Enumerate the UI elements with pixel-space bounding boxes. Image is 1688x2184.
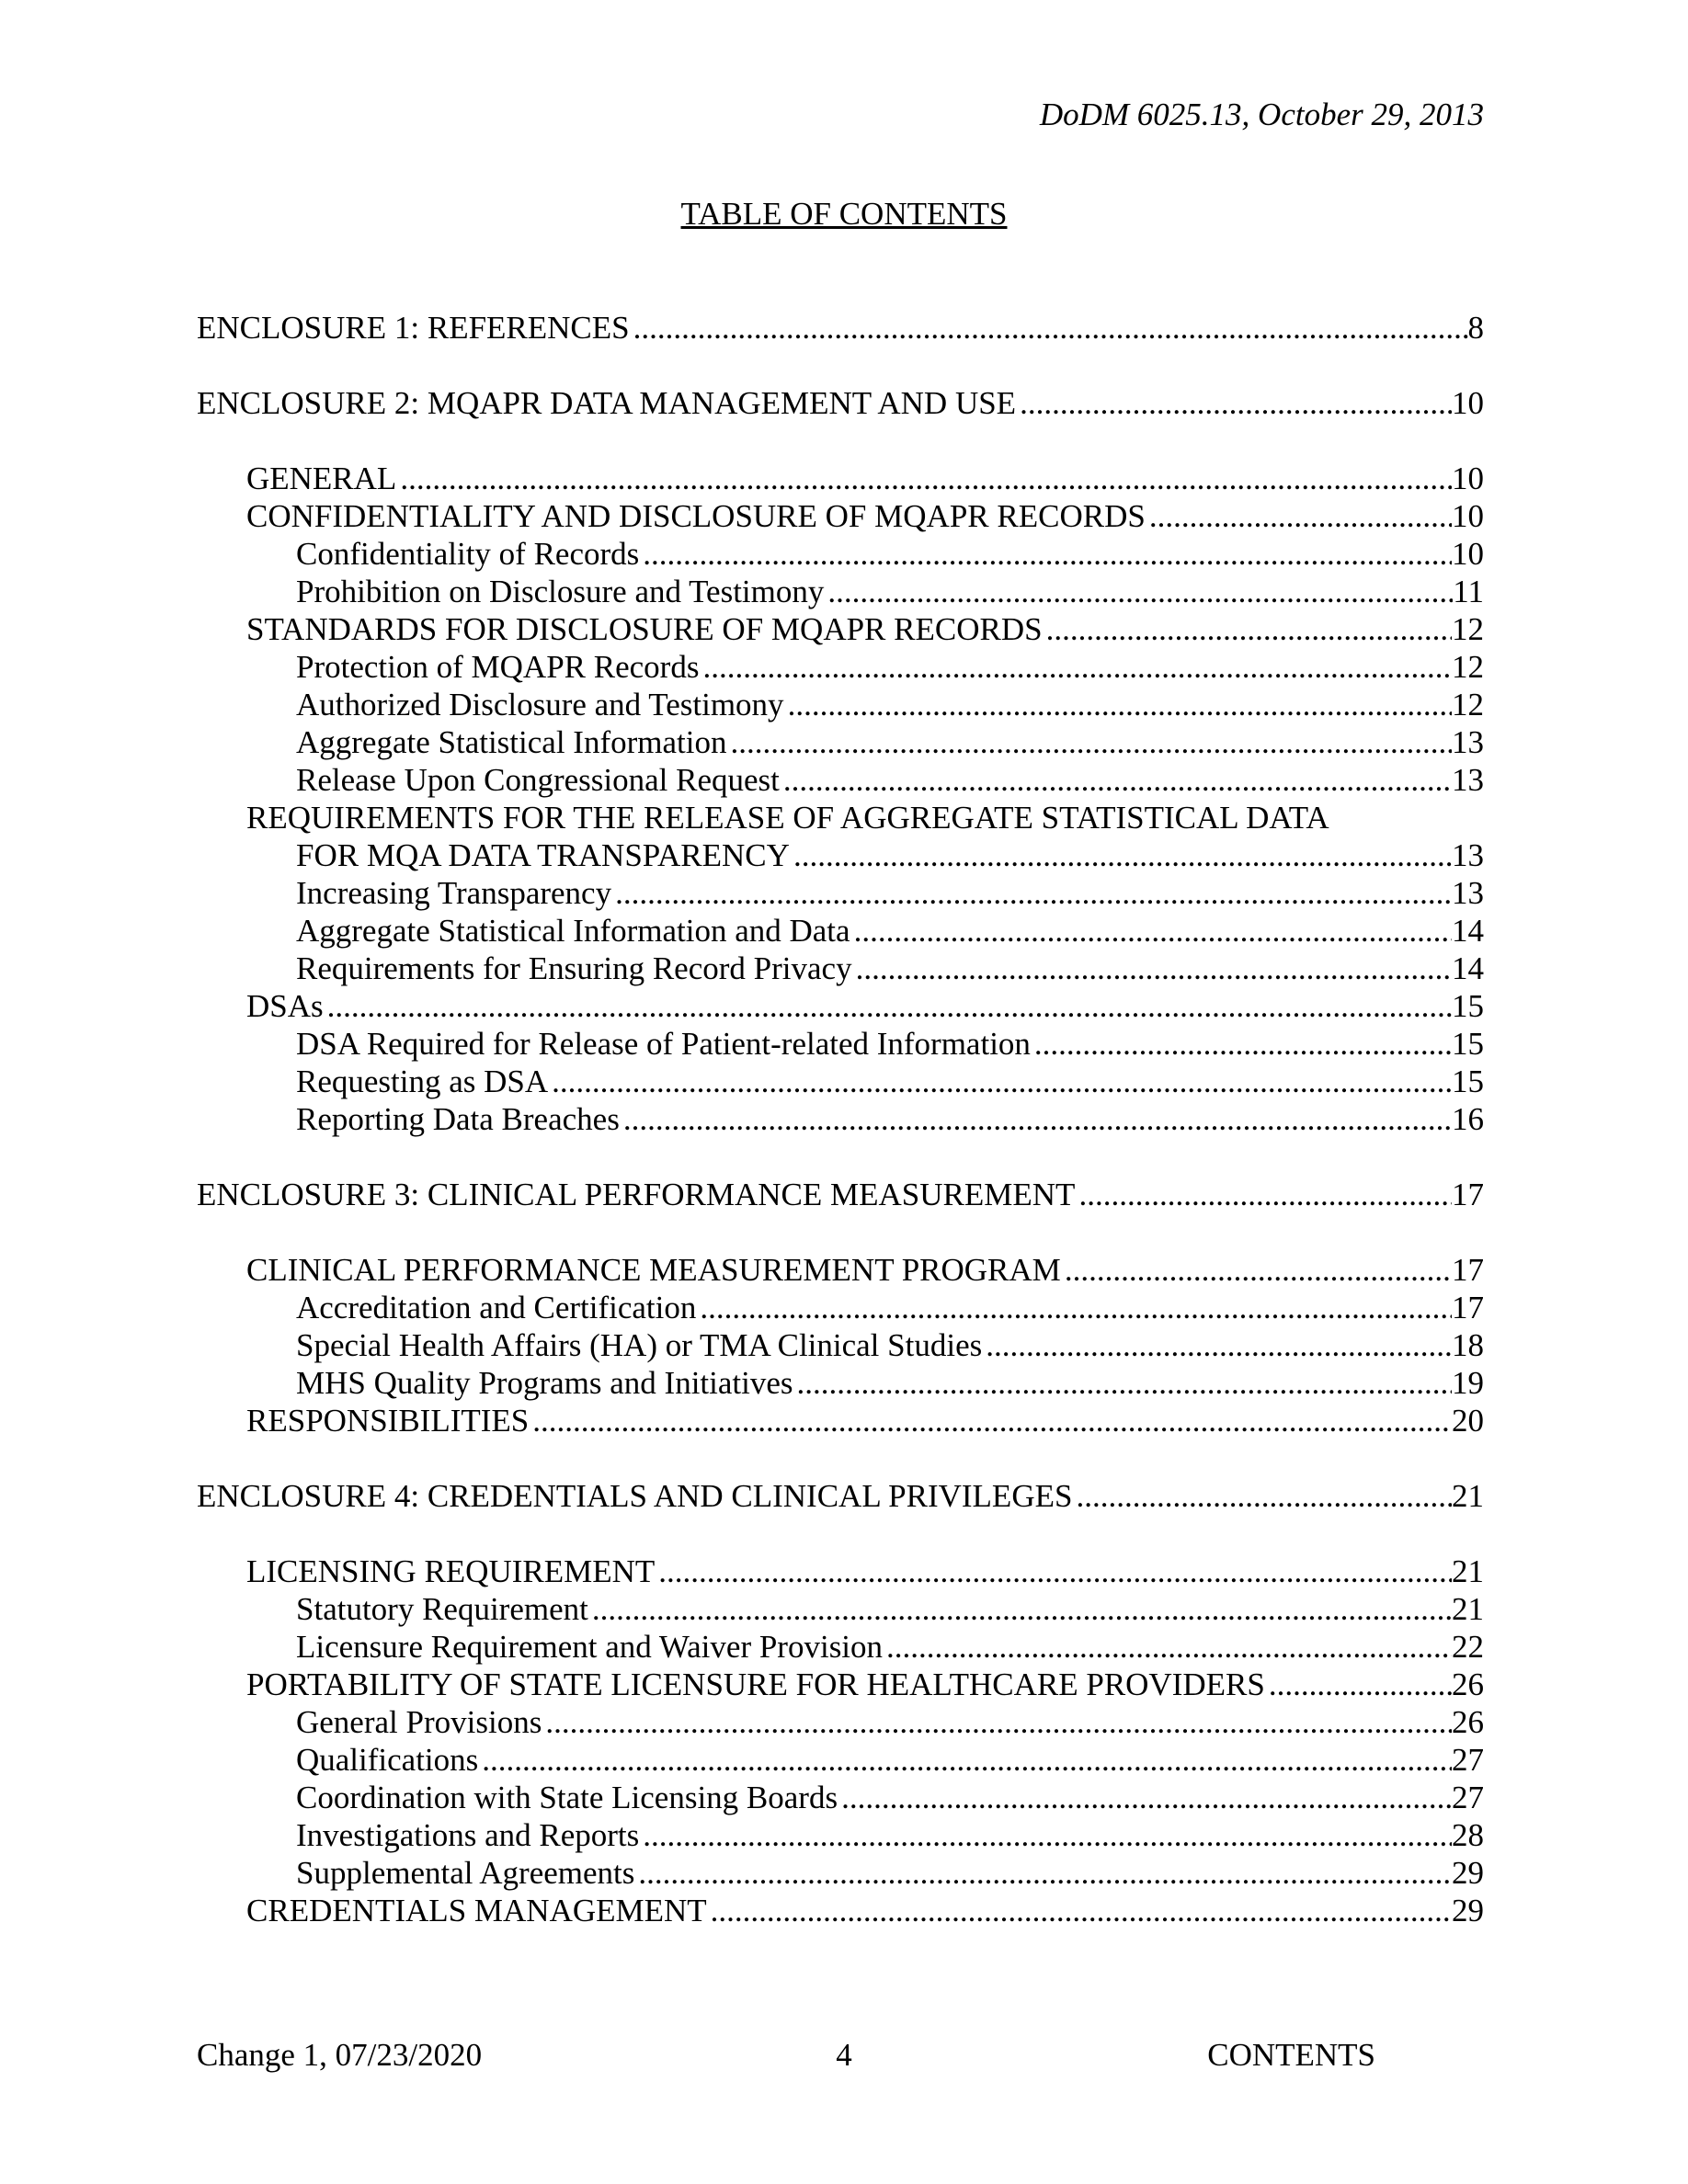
- toc-entry-label: Statutory Requirement: [296, 1591, 588, 1627]
- toc-leader-dots: [1046, 610, 1452, 648]
- toc-entry-label: GENERAL: [246, 461, 397, 496]
- toc-leader-dots: [1065, 1251, 1452, 1289]
- toc-entry-page: 17: [1452, 1252, 1484, 1288]
- toc-entry-page: 21: [1452, 1553, 1484, 1589]
- toc-entry-label: CONFIDENTIALITY AND DISCLOSURE OF MQAPR RECORDS: [246, 498, 1146, 534]
- toc-entry-page: 27: [1452, 1742, 1484, 1778]
- toc-entry[interactable]: [197, 309, 1484, 347]
- toc-leader-dots: [1034, 1025, 1452, 1063]
- toc-leader-dots: [711, 1892, 1452, 1929]
- toc-entry[interactable]: [197, 1176, 1484, 1213]
- toc-entry[interactable]: [197, 950, 1484, 987]
- toc-entry[interactable]: [197, 1741, 1484, 1779]
- toc-entry[interactable]: [197, 1063, 1484, 1100]
- toc-leader-dots: [1020, 384, 1452, 422]
- toc-leader-dots: [856, 950, 1452, 987]
- toc-entry-page: 29: [1452, 1893, 1484, 1928]
- toc-entry-label: Protection of MQAPR Records: [296, 649, 700, 685]
- toc-entry[interactable]: [197, 1289, 1484, 1326]
- toc-entry-label: LICENSING REQUIREMENT: [246, 1553, 656, 1589]
- table-of-contents: [197, 309, 1484, 1929]
- toc-entry-label: Investigations and Reports: [296, 1817, 640, 1853]
- toc-entry-label: Aggregate Statistical Information and Data: [296, 913, 850, 949]
- toc-entry-page: 10: [1452, 536, 1484, 572]
- toc-entry[interactable]: [197, 610, 1484, 648]
- toc-entry-page: 13: [1452, 724, 1484, 760]
- toc-entry-label: Increasing Transparency: [296, 875, 612, 911]
- footer-section-label: CONTENTS: [1207, 2037, 1375, 2073]
- toc-entry[interactable]: [197, 535, 1484, 573]
- toc-leader-dots: [482, 1741, 1452, 1779]
- toc-entry-page: 27: [1452, 1780, 1484, 1815]
- toc-entry-label: DSAs: [246, 988, 324, 1024]
- toc-entry-label: Prohibition on Disclosure and Testimony: [296, 574, 825, 609]
- toc-entry-label: Special Health Affairs (HA) or TMA Clinical Studies: [296, 1327, 983, 1363]
- toc-entry[interactable]: [197, 1892, 1484, 1929]
- toc-entry-page: 13: [1452, 762, 1484, 798]
- toc-entry-label: Reporting Data Breaches: [296, 1101, 620, 1137]
- toc-entry-page: 8: [1467, 310, 1484, 346]
- toc-entry-label: Requirements for Ensuring Record Privacy: [296, 950, 852, 986]
- toc-leader-dots: [1269, 1666, 1452, 1703]
- toc-entry-label: Coordination with State Licensing Boards: [296, 1780, 838, 1815]
- toc-entry-label: Release Upon Congressional Request: [296, 762, 780, 798]
- toc-leader-dots: [592, 1590, 1452, 1628]
- toc-entry-page: 15: [1452, 1064, 1484, 1099]
- toc-entry-page: 17: [1452, 1290, 1484, 1325]
- toc-entry-label: ENCLOSURE 2: MQAPR DATA MANAGEMENT AND USE: [197, 385, 1017, 421]
- toc-leader-dots: [638, 1854, 1452, 1892]
- document-reference: DoDM 6025.13, October 29, 2013: [1039, 97, 1484, 132]
- toc-leader-dots: [327, 987, 1452, 1025]
- toc-entry-page: 14: [1452, 950, 1484, 986]
- toc-leader-dots: [643, 1816, 1452, 1854]
- toc-entry[interactable]: [197, 1100, 1484, 1138]
- toc-entry[interactable]: [197, 1364, 1484, 1402]
- toc-entry-page: 28: [1452, 1817, 1484, 1853]
- toc-entry-page: 21: [1452, 1591, 1484, 1627]
- toc-entry-label: Accreditation and Certification: [296, 1290, 697, 1325]
- toc-entry-label: Licensure Requirement and Waiver Provision: [296, 1629, 884, 1665]
- toc-entry[interactable]: [197, 1402, 1484, 1439]
- toc-leader-dots: [797, 1364, 1452, 1402]
- toc-entry-page: 10: [1452, 461, 1484, 496]
- toc-entry-page: 22: [1452, 1629, 1484, 1665]
- toc-entry-label: RESPONSIBILITIES: [246, 1403, 530, 1439]
- toc-entry-page: 15: [1452, 1026, 1484, 1062]
- toc-entry-label: Qualifications: [296, 1742, 479, 1778]
- toc-entry-label: FOR MQA DATA TRANSPARENCY: [296, 837, 790, 873]
- toc-leader-dots: [783, 761, 1452, 799]
- toc-entry-label: CREDENTIALS MANAGEMENT: [246, 1893, 707, 1928]
- toc-entry[interactable]: [197, 648, 1484, 686]
- toc-leader-dots: [400, 460, 1452, 497]
- toc-entry-page: 17: [1452, 1177, 1484, 1212]
- toc-entry[interactable]: [197, 874, 1484, 912]
- toc-entry-page: 11: [1453, 574, 1484, 609]
- toc-entry-page: 21: [1452, 1478, 1484, 1514]
- toc-leader-dots: [841, 1779, 1452, 1816]
- toc-entry-page: 29: [1452, 1855, 1484, 1891]
- toc-leader-dots: [615, 874, 1452, 912]
- toc-entry-label: Supplemental Agreements: [296, 1855, 635, 1891]
- toc-leader-dots: [886, 1628, 1452, 1666]
- toc-entry[interactable]: [197, 1590, 1484, 1628]
- toc-entry-page: 16: [1452, 1101, 1484, 1137]
- toc-entry[interactable]: [197, 799, 1484, 836]
- toc-leader-dots: [658, 1553, 1452, 1590]
- toc-entry-label: Requesting as DSA: [296, 1064, 549, 1099]
- toc-leader-dots: [1076, 1477, 1452, 1515]
- toc-leader-dots: [730, 723, 1452, 761]
- toc-entry[interactable]: [197, 686, 1484, 723]
- toc-entry-page: 15: [1452, 988, 1484, 1024]
- toc-entry-page: 26: [1452, 1666, 1484, 1702]
- toc-leader-dots: [643, 535, 1452, 573]
- toc-entry-label: ENCLOSURE 3: CLINICAL PERFORMANCE MEASUREMENT: [197, 1177, 1076, 1212]
- toc-leader-dots: [788, 686, 1452, 723]
- toc-entry-label: MHS Quality Programs and Initiatives: [296, 1365, 793, 1401]
- toc-entry[interactable]: [197, 1326, 1484, 1364]
- toc-entry-page: 20: [1452, 1403, 1484, 1439]
- toc-entry-page: 14: [1452, 913, 1484, 949]
- toc-entry-page: 10: [1452, 385, 1484, 421]
- toc-leader-dots: [545, 1703, 1452, 1741]
- toc-entry-page: 18: [1452, 1327, 1484, 1363]
- toc-entry-label: Aggregate Statistical Information: [296, 724, 727, 760]
- toc-entry[interactable]: [197, 912, 1484, 950]
- toc-entry-label: REQUIREMENTS FOR THE RELEASE OF AGGREGATE STATISTICAL DATA: [246, 800, 1329, 836]
- toc-entry-label: CLINICAL PERFORMANCE MEASUREMENT PROGRAM: [246, 1252, 1061, 1288]
- page-title: TABLE OF CONTENTS: [680, 196, 1008, 232]
- toc-entry[interactable]: [197, 384, 1484, 422]
- toc-entry[interactable]: [197, 1703, 1484, 1741]
- toc-leader-dots: [633, 309, 1468, 347]
- toc-leader-dots: [793, 836, 1452, 874]
- toc-entry-label: DSA Required for Release of Patient-related Information: [296, 1026, 1031, 1062]
- toc-leader-dots: [532, 1402, 1452, 1439]
- footer-page-number: 4: [836, 2037, 852, 2073]
- toc-entry[interactable]: [197, 573, 1484, 610]
- toc-entry-page: 19: [1452, 1365, 1484, 1401]
- toc-entry-label: PORTABILITY OF STATE LICENSURE FOR HEALTHCARE PROVIDERS: [246, 1666, 1265, 1702]
- toc-entry-label: ENCLOSURE 4: CREDENTIALS AND CLINICAL PRIVILEGES: [197, 1478, 1073, 1514]
- toc-entry[interactable]: [197, 460, 1484, 497]
- toc-entry-page: 13: [1452, 837, 1484, 873]
- toc-entry[interactable]: [197, 1854, 1484, 1892]
- toc-leader-dots: [986, 1326, 1452, 1364]
- toc-entry[interactable]: [197, 497, 1484, 535]
- toc-entry-label: STANDARDS FOR DISCLOSURE OF MQAPR RECORDS: [246, 611, 1043, 647]
- toc-leader-dots: [827, 573, 1453, 610]
- toc-entry[interactable]: [197, 723, 1484, 761]
- toc-entry[interactable]: [197, 761, 1484, 799]
- toc-entry[interactable]: [197, 1553, 1484, 1590]
- toc-entry-label: Authorized Disclosure and Testimony: [296, 687, 784, 722]
- toc-entry-label: ENCLOSURE 1: REFERENCES: [197, 310, 630, 346]
- toc-entry-page: 26: [1452, 1704, 1484, 1740]
- toc-leader-dots: [1149, 497, 1452, 535]
- toc-leader-dots: [700, 1289, 1452, 1326]
- toc-leader-dots: [702, 648, 1452, 686]
- toc-entry[interactable]: [197, 987, 1484, 1025]
- footer-change-note: Change 1, 07/23/2020: [197, 2037, 483, 2073]
- toc-entry[interactable]: [197, 1816, 1484, 1854]
- toc-entry[interactable]: [197, 1025, 1484, 1063]
- toc-entry-label: General Provisions: [296, 1704, 542, 1740]
- toc-leader-dots: [623, 1100, 1452, 1138]
- toc-entry[interactable]: [197, 836, 1484, 874]
- toc-entry-page: 13: [1452, 875, 1484, 911]
- toc-entry-page: 12: [1452, 687, 1484, 722]
- toc-entry[interactable]: [197, 1251, 1484, 1289]
- toc-leader-dots: [1078, 1176, 1452, 1213]
- toc-entry-page: 12: [1452, 649, 1484, 685]
- toc-leader-dots: [552, 1063, 1452, 1100]
- toc-entry[interactable]: [197, 1628, 1484, 1666]
- toc-entry-page: 12: [1452, 611, 1484, 647]
- toc-leader-dots: [854, 912, 1452, 950]
- toc-entry[interactable]: [197, 1477, 1484, 1515]
- toc-entry-label: Confidentiality of Records: [296, 536, 640, 572]
- toc-entry[interactable]: [197, 1779, 1484, 1816]
- toc-entry-page: 10: [1452, 498, 1484, 534]
- toc-entry[interactable]: [197, 1666, 1484, 1703]
